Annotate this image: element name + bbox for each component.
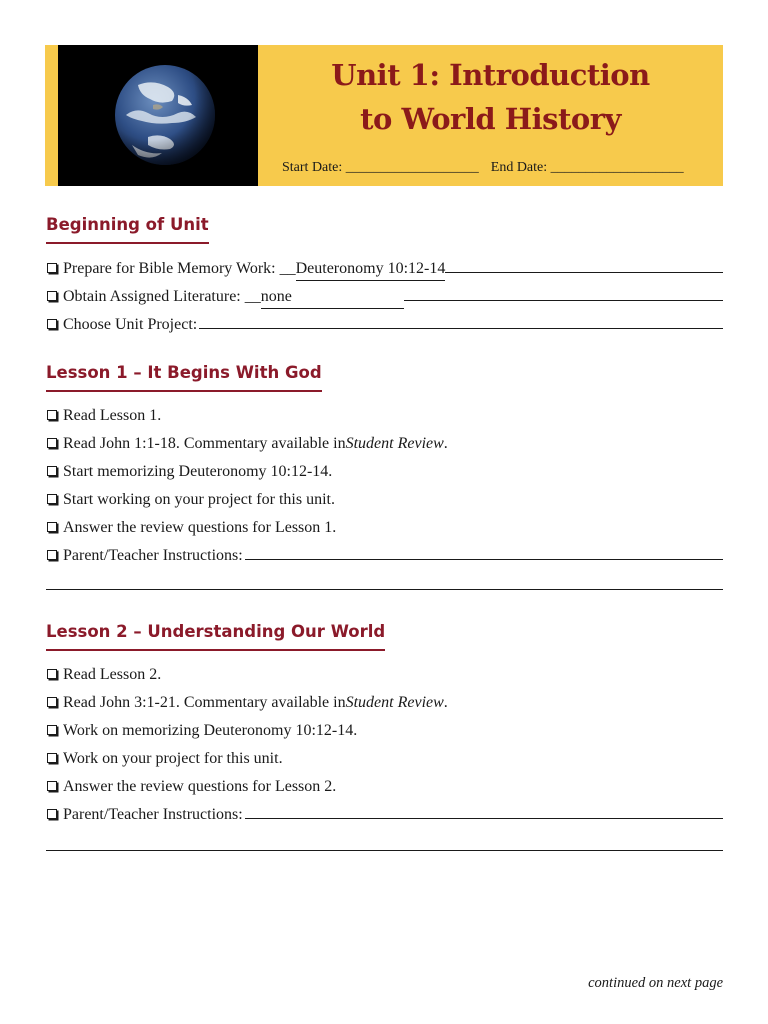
checklist-item[interactable] — [46, 748, 723, 770]
student-review-reference: Student Review — [345, 694, 444, 711]
checkbox-icon[interactable] — [47, 809, 57, 819]
checkbox-icon[interactable] — [47, 522, 57, 532]
checkbox-icon[interactable] — [47, 410, 57, 420]
memory-work-blank[interactable] — [445, 258, 723, 273]
checkbox-icon[interactable] — [47, 263, 57, 273]
instructions-label: Parent/Teacher Instructions: — [63, 806, 243, 823]
checklist-item-literature[interactable] — [46, 286, 723, 309]
checkbox-icon[interactable] — [47, 725, 57, 735]
literature-value: none — [261, 286, 404, 309]
checklist-item[interactable] — [46, 489, 723, 511]
unit-dates — [282, 160, 684, 176]
literature-blank[interactable] — [404, 286, 723, 301]
checklist-item[interactable] — [46, 461, 723, 483]
instructions-label: Parent/Teacher Instructions: — [63, 547, 243, 564]
instructions-blank-line[interactable] — [46, 589, 723, 590]
instructions-blank[interactable] — [245, 545, 723, 560]
checklist-item[interactable] — [46, 664, 723, 686]
checkbox-icon[interactable] — [47, 781, 57, 791]
checklist-item[interactable] — [46, 405, 723, 427]
checklist-item-text: Answer the review questions for Lesson 1. — [63, 519, 337, 536]
unit-title-line-1: Unit 1: Introduction — [331, 58, 650, 92]
continued-note: continued on next page — [588, 975, 723, 991]
memory-work-value: Deuteronomy 10:12-14 — [296, 258, 446, 281]
checkbox-icon[interactable] — [47, 291, 57, 301]
checklist-item[interactable]: Read John 1:1-18. Commentary available in Student Review . — [46, 433, 723, 455]
checklist-item-instructions[interactable] — [46, 545, 723, 567]
checklist-item-memory-work[interactable] — [46, 258, 723, 281]
checklist-item-text: Read Lesson 2. — [63, 666, 162, 683]
checklist-item-text: Read John 1:1-18. Commentary available in — [63, 435, 346, 452]
end-date-field[interactable]: End Date: ___________________ — [490, 160, 684, 175]
checkbox-icon[interactable] — [47, 753, 57, 763]
unit-title — [258, 53, 723, 141]
checklist-item-unit-project[interactable] — [46, 314, 723, 336]
start-date-field[interactable]: Start Date: ___________________ — [282, 160, 479, 175]
section-heading-beginning: Beginning of Unit — [46, 215, 209, 244]
memory-work-label: Prepare for Bible Memory Work: __ — [63, 260, 296, 277]
earth-globe-icon — [58, 45, 258, 186]
checklist-item-text: Start memorizing Deuteronomy 10:12-14. — [63, 463, 333, 480]
checklist-item-text: Read John 3:1-21. Commentary available in — [63, 694, 346, 711]
section-heading-lesson-2: Lesson 2 – Understanding Our World — [46, 622, 385, 651]
checkbox-icon[interactable] — [47, 319, 57, 329]
checklist-item-text: Answer the review questions for Lesson 2. — [63, 778, 337, 795]
checklist-item-text: Read Lesson 1. — [63, 407, 162, 424]
checkbox-icon[interactable] — [47, 438, 57, 448]
checklist-item-text: Work on your project for this unit. — [63, 750, 283, 767]
checklist-item[interactable] — [46, 720, 723, 742]
instructions-blank-line[interactable] — [46, 850, 723, 851]
checklist-item-instructions[interactable] — [46, 804, 723, 826]
checklist-item-text: Start working on your project for this unit. — [63, 491, 335, 508]
checklist-item[interactable] — [46, 776, 723, 798]
unit-project-label: Choose Unit Project: — [63, 316, 198, 333]
checkbox-icon[interactable] — [47, 669, 57, 679]
unit-project-blank[interactable] — [199, 314, 723, 329]
checkbox-icon[interactable] — [47, 466, 57, 476]
unit-title-line-2: to World History — [360, 102, 621, 136]
literature-label: Obtain Assigned Literature: __ — [63, 288, 261, 305]
checklist-item-text: Work on memorizing Deuteronomy 10:12-14. — [63, 722, 358, 739]
section-heading-lesson-1: Lesson 1 – It Begins With God — [46, 363, 322, 392]
instructions-blank[interactable] — [245, 804, 723, 819]
checkbox-icon[interactable] — [47, 494, 57, 504]
checklist-item[interactable] — [46, 517, 723, 539]
checkbox-icon[interactable] — [47, 697, 57, 707]
checklist-item[interactable]: Read John 3:1-21. Commentary available in Student Review . — [46, 692, 723, 714]
student-review-reference: Student Review — [345, 435, 444, 452]
unit-banner — [45, 45, 723, 186]
checkbox-icon[interactable] — [47, 550, 57, 560]
